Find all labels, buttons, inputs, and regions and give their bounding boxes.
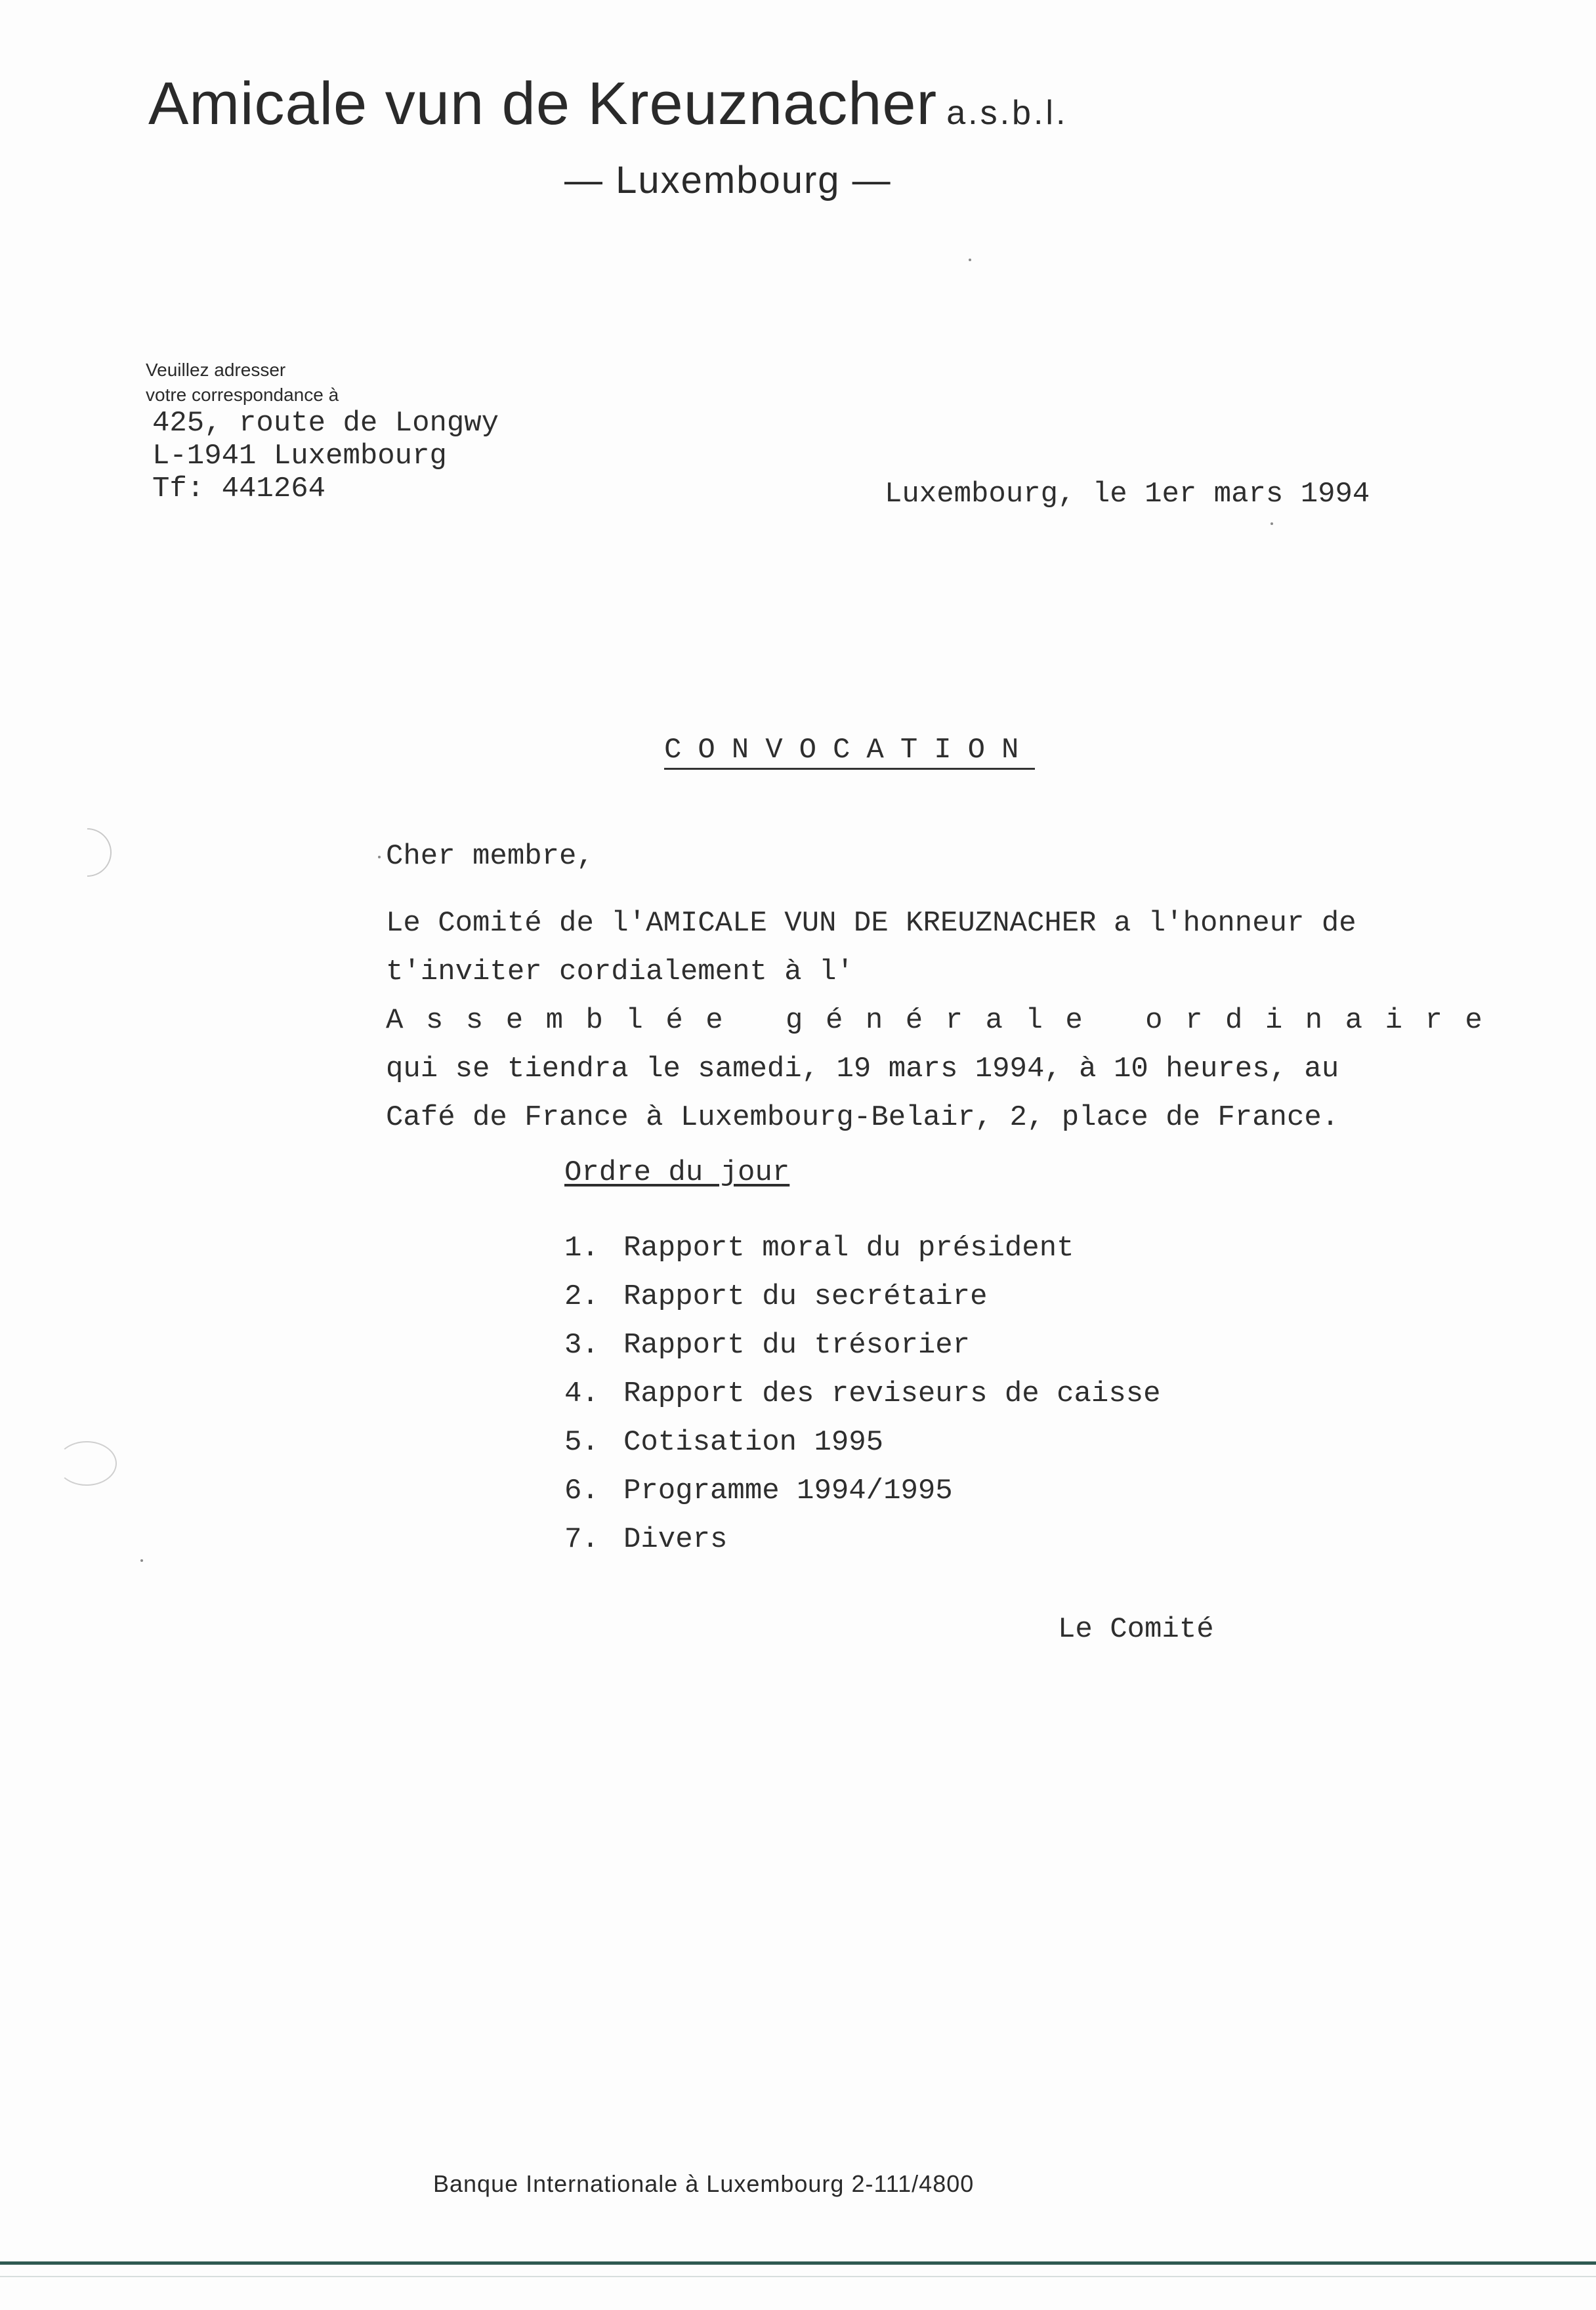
agenda-item-text: Rapport moral du président — [623, 1232, 1074, 1265]
scan-speck — [969, 259, 971, 261]
punch-hole-mark — [56, 1441, 117, 1486]
address-note — [146, 358, 339, 408]
postal-address — [152, 407, 499, 505]
organization-name — [148, 70, 1461, 137]
scan-speck — [140, 1559, 143, 1562]
document-title: CONVOCATION — [664, 734, 1035, 770]
agenda-item-text: Cotisation 1995 — [623, 1426, 884, 1459]
signature: Le Comité — [1058, 1613, 1214, 1646]
organization-city: — Luxembourg — — [564, 159, 892, 201]
footer-rule-shadow — [0, 2276, 1596, 2277]
body-line: Le Comité de l'AMICALE VUN DE KREUZNACHER a l'honneur de — [386, 907, 1356, 940]
greeting: Cher membre, — [386, 840, 594, 873]
agenda-item-number: 2. — [564, 1280, 599, 1313]
agenda-item-text: Rapport des reviseurs de caisse — [623, 1377, 1161, 1410]
agenda-item-text: Divers — [623, 1523, 728, 1556]
body-line-assembly: Assemblée générale ordinaire — [386, 1004, 1505, 1037]
body-line: qui se tiendra le samedi, 19 mars 1994, à 10 heures, au — [386, 1053, 1339, 1085]
agenda-item — [564, 1418, 1161, 1467]
organization-legal-suffix: a.s.b.l. — [946, 94, 1068, 132]
organization-name-text: Amicale vun de Kreuznacher — [148, 70, 938, 137]
punch-hole-mark — [53, 818, 122, 887]
agenda-title: Ordre du jour — [564, 1156, 790, 1189]
agenda-item-number: 1. — [564, 1232, 599, 1265]
address-note-line: Veuillez adresser — [146, 360, 286, 380]
bank-details: Banque Internationale à Luxembourg 2-111/4800 — [433, 2170, 975, 2197]
agenda-list — [564, 1224, 1161, 1564]
agenda-item-number: 4. — [564, 1377, 599, 1410]
agenda-item — [564, 1272, 1161, 1321]
agenda-item — [564, 1321, 1161, 1370]
agenda-item-number: 3. — [564, 1329, 599, 1362]
scan-speck — [378, 856, 381, 858]
address-city: L-1941 Luxembourg — [152, 440, 447, 472]
agenda-item — [564, 1467, 1161, 1515]
agenda-item-text: Rapport du trésorier — [623, 1329, 971, 1362]
scan-speck — [1270, 522, 1273, 525]
footer-rule — [0, 2261, 1596, 2265]
letter-date: Luxembourg, le 1er mars 1994 — [885, 478, 1370, 511]
letter-body — [386, 832, 1505, 1142]
agenda-item-number: 5. — [564, 1426, 599, 1459]
body-line: Café de France à Luxembourg-Belair, 2, place de France. — [386, 1101, 1339, 1134]
address-street: 425, route de Longwy — [152, 407, 499, 440]
address-note-line: votre correspondance à — [146, 385, 339, 405]
body-line: t'inviter cordialement à l' — [386, 956, 854, 988]
agenda-item — [564, 1370, 1161, 1418]
agenda-item — [564, 1515, 1161, 1564]
agenda-item-number: 7. — [564, 1523, 599, 1556]
agenda-item-text: Programme 1994/1995 — [623, 1475, 953, 1507]
agenda-item-text: Rapport du secrétaire — [623, 1280, 988, 1313]
agenda-item — [564, 1224, 1161, 1272]
agenda-item-number: 6. — [564, 1475, 599, 1507]
address-phone: Tf: 441264 — [152, 472, 326, 505]
